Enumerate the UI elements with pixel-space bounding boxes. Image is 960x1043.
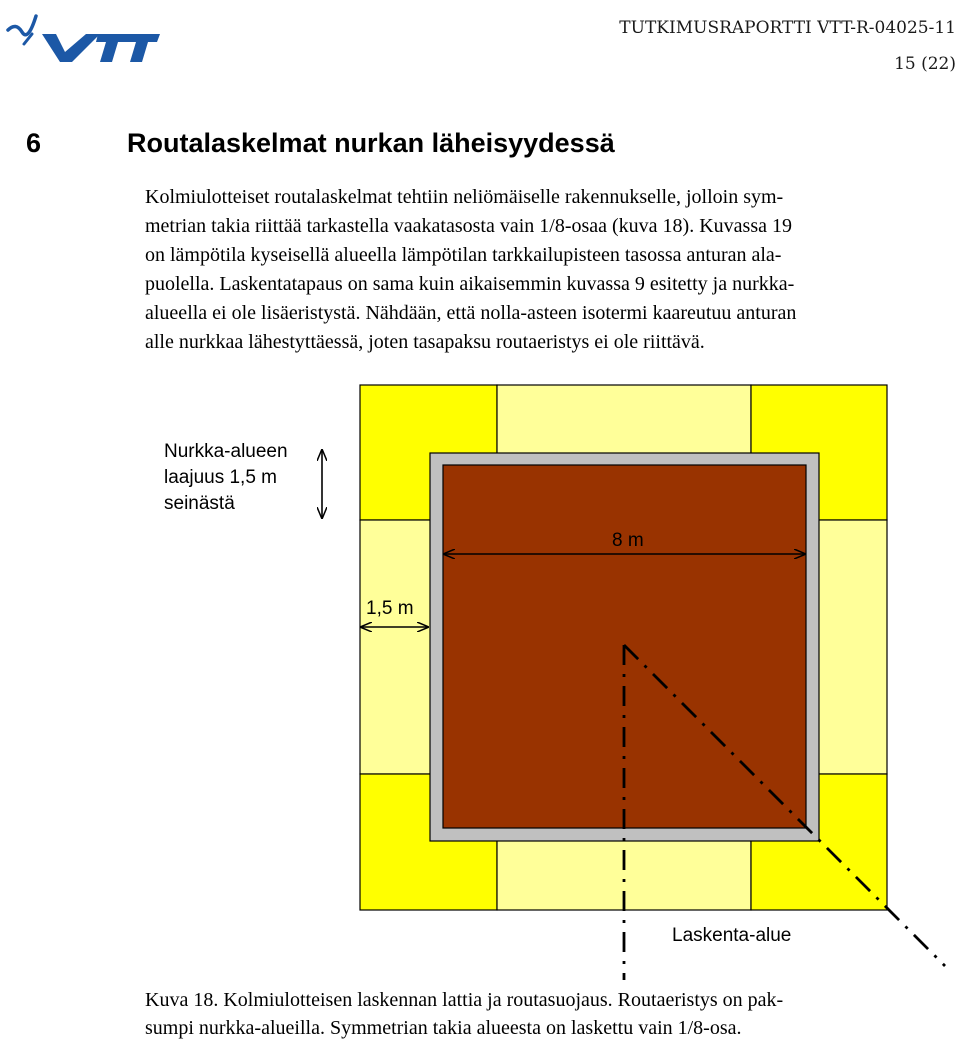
corner-extent-label-line: laajuus 1,5 m	[164, 467, 278, 488]
corner-extent-label-line: Nurkka-alueen	[164, 441, 288, 462]
body-line: puolella. Laskentatapaus on sama kuin aikaisemmin kuvassa 9 esitetty ja nurkka-	[145, 273, 795, 295]
figure-18	[0, 380, 960, 980]
caption-line: Kuva 18. Kolmiulotteisen laskennan lattia ja routasuojaus. Routaeristys on pak-	[145, 989, 784, 1011]
body-line: alueella ei ole lisäeristystä. Nähdään, että nolla-asteen isotermi kaareutuu anturan	[145, 302, 797, 324]
section-title: Routalaskelmat nurkan läheisyydessä	[127, 128, 615, 158]
vtt-logo-graphic	[2, 4, 162, 66]
body-line: alle nurkkaa lähestyttäessä, joten tasapaksu routaeristys ei ole riittävä.	[145, 331, 705, 353]
strip-width-label: 1,5 m	[366, 598, 414, 619]
caption-line: sumpi nurkka-alueilla. Symmetrian takia alueesta on laskettu vain 1/8-osa.	[145, 1017, 742, 1039]
section-number: 6	[26, 128, 42, 158]
body-line: Kolmiulotteiset routalaskelmat tehtiin neliömäiselle rakennukselle, jolloin sym-	[145, 186, 784, 208]
page-number: 15 (22)	[894, 54, 956, 74]
body-line: metrian takia riittää tarkastella vaakatasosta vain 1/8-osaa (kuva 18). Kuvassa 19	[145, 215, 792, 237]
body-line: on lämpötila kyseisellä alueella lämpötilan tarkkailupisteen tasossa anturan ala-	[145, 244, 782, 266]
calc-area-label: Laskenta-alue	[672, 925, 792, 946]
body-paragraph	[145, 183, 945, 357]
report-id: TUTKIMUSRAPORTTI VTT-R-04025-11	[619, 18, 956, 38]
vtt-logo	[2, 4, 162, 66]
figure-caption	[145, 986, 945, 1042]
floor-plan-diagram	[0, 380, 960, 980]
building-width-label: 8 m	[612, 530, 644, 551]
corner-extent-label-line: seinästä	[164, 493, 235, 514]
